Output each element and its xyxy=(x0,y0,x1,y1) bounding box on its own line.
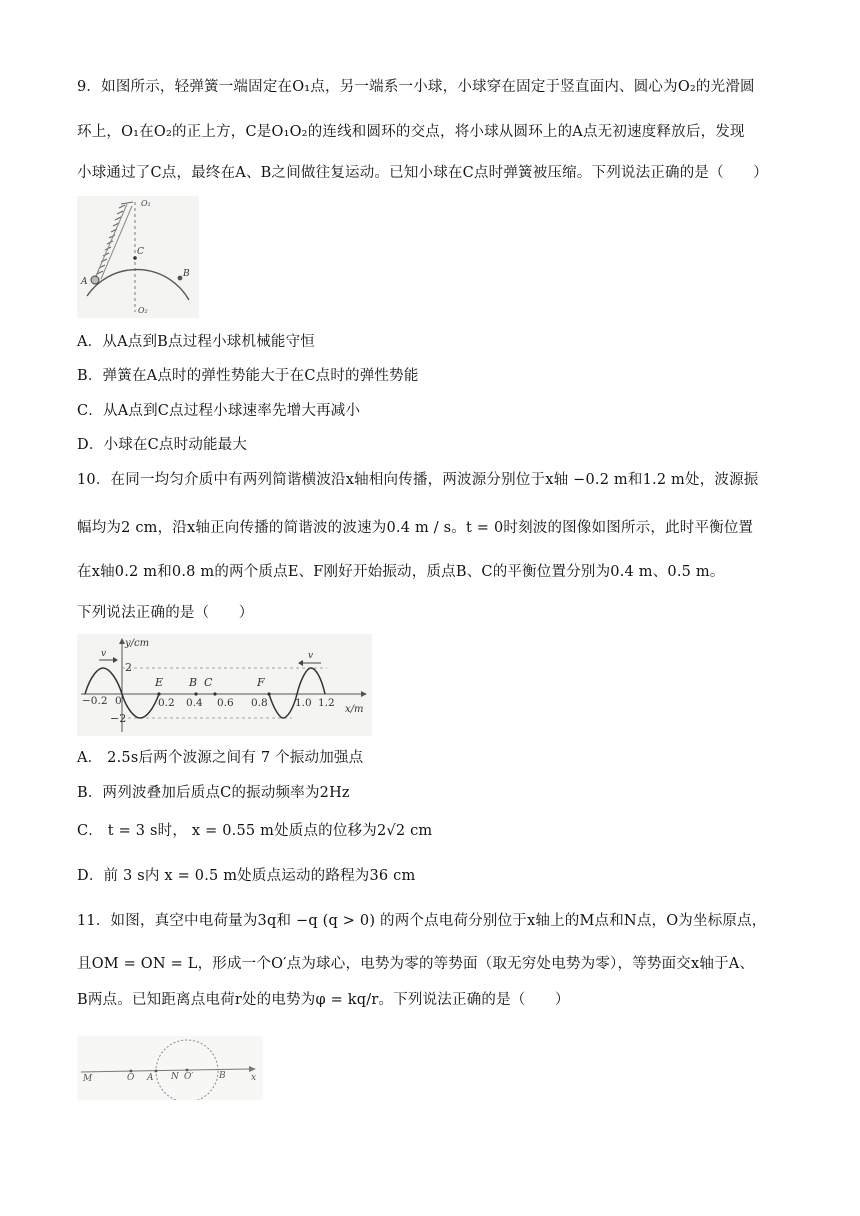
q11-figure-equipotential xyxy=(77,1036,263,1100)
q10-velocity-right: v xyxy=(308,651,314,661)
q10-option-b: B．两列波叠加后质点C的振动频率为2Hz xyxy=(77,785,350,801)
q11-line-3: B两点。已知距离点电荷r处的电势为φ = kq/r。下列说法正确的是（ ） xyxy=(77,992,570,1008)
q10-figure-wave-graph xyxy=(77,634,372,736)
q10-x-tick: 0.2 xyxy=(158,697,175,709)
q10-x-tick: 0.8 xyxy=(251,697,268,709)
q10-point-e: E xyxy=(155,676,164,689)
q10-option-a: A． 2.5s后两个波源之间有 7 个振动加强点 xyxy=(77,750,364,766)
q9-label-c: C xyxy=(137,247,144,257)
q9-option-b: B．弹簧在A点时的弹性势能大于在C点时的弹性势能 xyxy=(77,368,419,384)
q10-x-tick: 1.2 xyxy=(318,697,335,709)
q10-point-b: B xyxy=(189,676,198,689)
q10-velocity-left: v xyxy=(101,649,107,659)
q9-label-b: B xyxy=(183,269,190,279)
q10-x-tick: −0.2 xyxy=(82,695,108,707)
q9-option-c: C．从A点到C点过程小球速率先增大再减小 xyxy=(77,403,361,419)
q9-figure-spring-ring xyxy=(77,196,199,318)
q11-label-b: B xyxy=(219,1071,226,1081)
q11-label-o-prime: O′ xyxy=(184,1072,194,1082)
q10-x-tick: 0 xyxy=(115,695,122,707)
q9-option-d: D．小球在C点时动能最大 xyxy=(77,437,248,453)
q11-label-m: M xyxy=(83,1074,93,1084)
q10-option-c: C． t = 3 s时， x = 0.55 m处质点的位移为2√2 cm xyxy=(77,823,433,839)
q11-label-o: O xyxy=(127,1073,135,1083)
q9-line-1: 9．如图所示，轻弹簧一端固定在O₁点，另一端系一小球，小球穿在固定于竖直面内、圆心为O₂的光滑圆 xyxy=(77,79,755,95)
q9-label-o2: O₂ xyxy=(138,306,148,315)
q10-y-tick-neg: −2 xyxy=(110,712,127,725)
q10-y-axis-label: y/cm xyxy=(125,638,150,649)
q10-y-tick-pos: 2 xyxy=(125,661,132,674)
q10-x-tick: 1.0 xyxy=(295,697,312,709)
q10-line-2: 幅均为2 cm，沿x轴正向传播的简谐波的波速为0.4 m / s。t = 0时刻波的图像如图所示，此时平衡位置 xyxy=(77,520,754,536)
q10-x-tick: 0.6 xyxy=(217,697,234,709)
q11-line-2: 且OM = ON = L，形成一个O′点为球心，电势为零的等势面（取无穷处电势为零），等势面交x轴于A、 xyxy=(77,956,755,972)
q10-point-c: C xyxy=(204,676,213,689)
q11-label-a: A xyxy=(147,1073,154,1083)
q10-x-tick: 0.4 xyxy=(186,697,203,709)
q11-line-1: 11．如图，真空中电荷量为3q和 −q (q > 0) 的两个点电荷分别位于x轴上的M点和N点，O为坐标原点， xyxy=(77,913,767,929)
q10-line-3: 在x轴0.2 m和0.8 m的两个质点E、F刚好开始振动，质点B、C的平衡位置分别为0.4 m、0.5 m。 xyxy=(77,564,725,580)
q9-line-3: 小球通过了C点，最终在A、B之间做往复运动。已知小球在C点时弹簧被压缩。下列说法正确的是（ ） xyxy=(77,165,768,181)
q10-point-f: F xyxy=(257,676,265,689)
q10-option-d: D．前 3 s内 x = 0.5 m处质点运动的路程为36 cm xyxy=(77,868,416,884)
q10-x-axis-label: x/m xyxy=(345,704,364,715)
q9-line-2: 环上，O₁在O₂的正上方，C是O₁O₂的连线和圆环的交点，将小球从圆环上的A点无初速度释放后，发现 xyxy=(77,124,745,140)
q9-option-a: A．从A点到B点过程小球机械能守恒 xyxy=(77,334,315,350)
q9-label-a: A xyxy=(81,277,88,287)
q11-label-n: N xyxy=(171,1072,179,1082)
q10-line-4: 下列说法正确的是（ ） xyxy=(77,605,254,621)
q11-label-x: x xyxy=(251,1073,257,1083)
q10-line-1: 10．在同一均匀介质中有两列简谐横波沿x轴相向传播，两波源分别位于x轴 −0.2 m和1.2 m处，波源振 xyxy=(77,472,759,488)
q9-label-o1: O₁ xyxy=(141,199,151,208)
